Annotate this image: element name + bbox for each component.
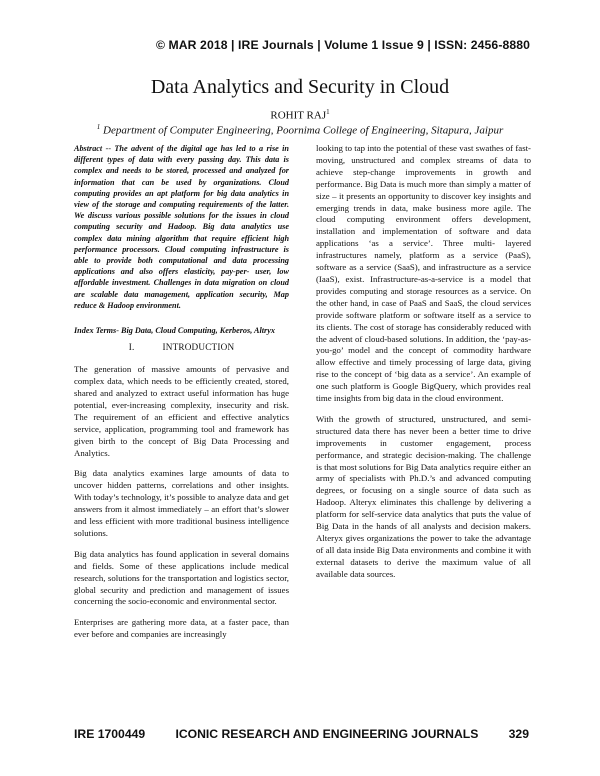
page-number: 329 <box>508 727 529 741</box>
index-terms: Index Terms- Big Data, Cloud Computing, Kerberos, Altryx <box>74 326 275 336</box>
journal-header: © MAR 2018 | IRE Journals | Volume 1 Issue 9 | ISSN: 2456-8880 <box>155 38 530 52</box>
paper-title: Data Analytics and Security in Cloud <box>150 76 450 98</box>
journal-name: ICONIC RESEARCH AND ENGINEERING JOURNALS <box>175 727 479 741</box>
left-column <box>74 143 289 650</box>
author-name: ROHIT RAJ <box>270 109 327 122</box>
section-heading-introduction <box>74 342 289 354</box>
paragraph: Big data analytics has found application in several domains and fields. Some of these applications include medical research, solutions for the transportation and logistics sector, global security and prediction and management of issues concerning the socio-economic and environmental sector. <box>74 548 289 607</box>
author-superscript: 1 <box>326 108 330 116</box>
paragraph: The generation of massive amounts of pervasive and complex data, which needs to be efficiently created, stored, shared and analyzed to extract useful information has huge potential, ever-increasing complexity, insecurity and risk. The requirement of an efficient and effective analytics service, application, programming tool and framework has given birth to the concept of Big Data Processing and Analytics. <box>74 364 289 458</box>
affiliation-text: Department of Computer Engineering, Poornima College of Engineering, Sitapura, Jaipur <box>103 124 504 137</box>
paragraph: Big data analytics examines large amounts of data to uncover hidden patterns, correlations and other insights. With today’s technology, it’s possible to analyze data and get answers from it almost immediately – an effort that’s slower and less efficient with more traditional business intelligence solutions. <box>74 468 289 538</box>
affiliation-superscript: 1 <box>96 123 101 131</box>
section-title: INTRODUCTION <box>162 342 235 353</box>
right-column <box>316 143 531 590</box>
affiliation-line <box>0 123 600 137</box>
section-number: I. <box>128 342 135 353</box>
paper-id: IRE 1700449 <box>74 727 146 741</box>
abstract: Abstract -- The advent of the digital age has led to a rise in different types of data with every passing day. This data is complex and needs to be stored, processed and analyzed for information that can be used by organizations. Cloud computing provides an apt platform for big data analytics in view of the storage and computing requirements of the latter. We discuss various possible solutions for the issues in cloud computing security and Hadoop. Big data analytics use complex data mining algorithm that require efficient high performance processors. Cloud computing infrastructure is able to provide both computational and data processing applications and also offers elasticity, pay-per- user, low affordable investment. Challenges in data migration on cloud are scalable data management, application security, Map reduce & Hadoop environment. <box>74 144 289 310</box>
page-footer <box>74 727 529 741</box>
paragraph: Enterprises are gathering more data, at a faster pace, than ever before and companies are increasingly <box>74 617 289 640</box>
paragraph: looking to tap into the potential of these vast swathes of fast-moving, unstructured and complex streams of data to achieve step-change improvements in growth and performance. Big Data is much more than simply a matter of size – it presents an opportunity to discover key insights and emerging trends in data, make business more agile. The cloud computing environment offers development, installation and implementation of software and data applications ‘as a service’. Three multi- layered infrastructures namely, platform as a service (PaaS), software as a service (SaaS), and infrastructure as a service (IaaS), exist. Infrastructure-as-a-service is a model that provides computing and storage resources as a service. On the other hand, in case of PaaS and SaaS, the cloud services provide software platform or software itself as a service to its clients. The cost of storage has considerably reduced with the advent of cloud-based solutions. In addition, the ‘pay-as-you-go’ model and the concept of commodity hardware allow effective and timely processing of large data, giving rise to the concept of ‘big data as a service’. An example of one such platform is Google BigQuery, which provides real time insights from big data in the cloud environment. <box>316 143 531 404</box>
author-line <box>0 108 600 122</box>
paragraph: With the growth of structured, unstructured, and semi-structured data there has never been a better time to drive improvements in customer engagement, process performance, and strategic decision-making. The challenge is that most solutions for Big Data analytics require either an army of specialists with Ph.D.’s and advanced computing degrees, or focusing on a single source of data such as Hadoop. Alteryx eliminates this challenge by delivering a platform for self-service data analytics that puts the value of Big Data in the hands of all analysts and decision makers. Alteryx gives organizations the power to take the advantage of all data inside Big Data environments and combine it with external datasets to derive the maximum value of all available data sources. <box>316 413 531 579</box>
